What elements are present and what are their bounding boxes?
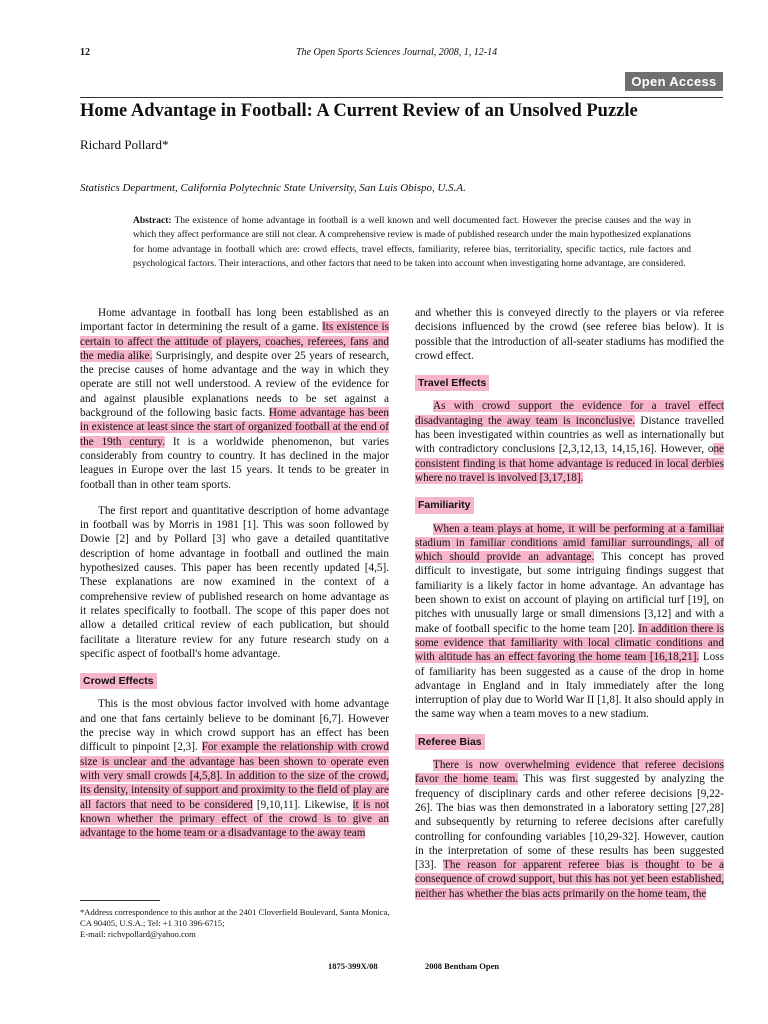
left-column: [80, 306, 389, 840]
abstract-label: Abstract:: [133, 216, 172, 226]
footer-publisher: 2008 Bentham Open: [425, 961, 500, 971]
journal-citation: The Open Sports Sciences Journal, 2008, 1, 12-14: [296, 47, 498, 58]
body-text: Surprisingly, and despite over 25 years of research, the precise causes of home advantage and the way in which they operate are still not well understood. A review of the evidence for and against plausible explanations needs to be set against a background of the following basic facts.: [80, 349, 390, 420]
header-rule: [80, 97, 723, 98]
open-access-badge: Open Access: [625, 72, 723, 91]
author-name: Richard Pollard*: [80, 137, 169, 152]
section-heading-crowd-effects: Crowd Effects: [80, 673, 157, 689]
abstract-text: The existence of home advantage in football is a well known and well documented fact. However the precise causes and the way in which they affect performance are still not clear. A comprehensive review is made of published research under the main hypothesized explanations for home advantage in football which are: crowd effects, travel effects, familiarity, referee bias, territoriality, specific tactics, rule factors and psychological factors. Their interactions, and other factors that need to be taken into account when investigating home advantage, are considered.: [133, 216, 691, 269]
section-heading-travel-effects: Travel Effects: [415, 375, 489, 391]
body-text: Distance travelled has been investigated within countries as well as internationally but with contradictory conclusions [2,3,12,13, 14,15,16]. However, o: [415, 414, 724, 456]
highlighted-text: For example the relationship with crowd size is unclear and the advantage has been shown to operate even with very small crowds [4,5,8]. In addition to the size of the crowd, its density, intensity of support and proximity to the field of play are all factors that need to be considered: [80, 741, 389, 811]
body-text: This is the most obvious factor involved with home advantage and one that fans certainly believe to be dominant [6,7]. However the precise way in which crowd support has an effect has been difficult to pinpoint [2,3].: [80, 698, 389, 754]
paragraph-travel-effects: [415, 399, 724, 485]
body-text: This was first suggested by analyzing the frequency of disciplinary cards and other referee decisions [9,22-26]. The bias was then demonstrated in a laboratory setting [27,28] and subsequently by returning to referee decisions after carefully controlling for confounding variables [10,29-32]. However, caution in the interpretation of some of these results has been suggested [33].: [415, 773, 724, 872]
paragraph-crowd-continued: [415, 306, 724, 363]
footer-issn: 1875-399X/08: [328, 961, 378, 971]
article-title: Home Advantage in Football: A Current Review of an Unsolved Puzzle: [80, 101, 638, 121]
highlighted-text: When a team plays at home, it will be performing at a familiar stadium in familiar conditions amid familiar surroundings, all of which should provide an advantage.: [415, 522, 724, 564]
highlighted-text: There is now overwhelming evidence that referee decisions favor the home team.: [415, 759, 724, 786]
abstract: [133, 214, 691, 271]
highlighted-text: ne consistent finding is that home advantage is reduced in local derbies where no travel is involved [3,17,18].: [415, 443, 724, 484]
section-heading-familiarity: Familiarity: [415, 497, 474, 513]
footnote-address: *Address correspondence to this author at the 2401 Cloverfield Boulevard, Santa Monica, CA 90405, U.S.A.; Tel: +1 310 396-6715;: [80, 907, 390, 928]
highlighted-text: As with crowd support the evidence for a travel effect disadvantaging the away team is inconclusive.: [415, 400, 724, 427]
footnote: [80, 907, 400, 940]
paragraph-intro: [80, 306, 389, 492]
author-affiliation: Statistics Department, California Polytechnic State University, San Luis Obispo, U.S.A.: [80, 182, 466, 194]
body-text: Loss of familiarity has been suggested as a cause of the drop in home advantage in England and in Italy immediately after the long interruption of play due to World War II [1,8]. It also should apply in the same way when a team moves to a new stadium.: [415, 651, 724, 721]
footnote-rule: [80, 900, 160, 901]
highlighted-text: Home advantage has been in existence at least since the start of organized football at the end of the 19th century.: [80, 407, 389, 448]
section-heading-referee-bias: Referee Bias: [415, 734, 485, 750]
body-text: It is a worldwide phenomenon, but varies considerably from country to country. It has declined in the major leagues in Europe over the last 15 years. It tends to be greater in football than in other team sports.: [80, 435, 389, 491]
highlighted-text: In addition there is some evidence that familiarity with local climatic conditions and with altitude has an effect favoring the home team [16,18,21].: [415, 622, 725, 664]
paragraph-history: [80, 504, 389, 661]
body-text: and whether this is conveyed directly to the players or via referee decisions influenced by the crowd (see referee bias below). It is possible that the introduction of all-seater stadiums has modified the crowd effect.: [415, 307, 724, 362]
body-text: This concept has proved difficult to investigate, but some intriguing findings suggest that familiarity is a likely factor in home advantage. An advantage has been shown to exist on account of playing on artificial turf [19], on pitches with unusually large or small dimensions [3,12] and with a make of football specific to the home team [20].: [415, 551, 724, 635]
highlighted-text: Its existence is certain to affect the attitude of players, coaches, referees, fans and the media alike.: [80, 321, 389, 362]
body-text: [9,10,11]. Likewise,: [252, 798, 353, 811]
body-text: The first report and quantitative description of home advantage in football was by Morris in 1981 [1]. This was soon followed by Dowie [2] and by Pollard [3] who gave a detailed quantitative description of home advantage in football and outlined the main hypothesized causes. This paper has been recently updated [4,5]. These explanations are now examined in the context of a comprehensive review of published research on home advantage as it relates specifically to football. The scope of this paper does not allow a detailed critical review of each publication, but should facilitate a literature review for any future research study on a specific aspect of football's home advantage.: [80, 504, 389, 660]
body-text: Home advantage in football has long been established as an important factor in determining the result of a game.: [80, 307, 389, 334]
paragraph-referee-bias: [415, 758, 724, 901]
paragraph-familiarity: [415, 522, 724, 722]
footnote-email: E-mail: richvpollard@yahoo.com: [80, 929, 196, 939]
right-column: [415, 306, 724, 901]
page-number: 12: [80, 47, 90, 58]
highlighted-text: it is not known whether the primary effect of the crowd is to give an advantage to the home team or a disadvantage to the away team: [80, 798, 389, 840]
highlighted-text: The reason for apparent referee bias is thought to be a consequence of crowd support, but this has not yet been established, neither has whether the bias acts primarily on the home team, the: [415, 859, 724, 900]
paragraph-crowd-effects: [80, 697, 389, 840]
